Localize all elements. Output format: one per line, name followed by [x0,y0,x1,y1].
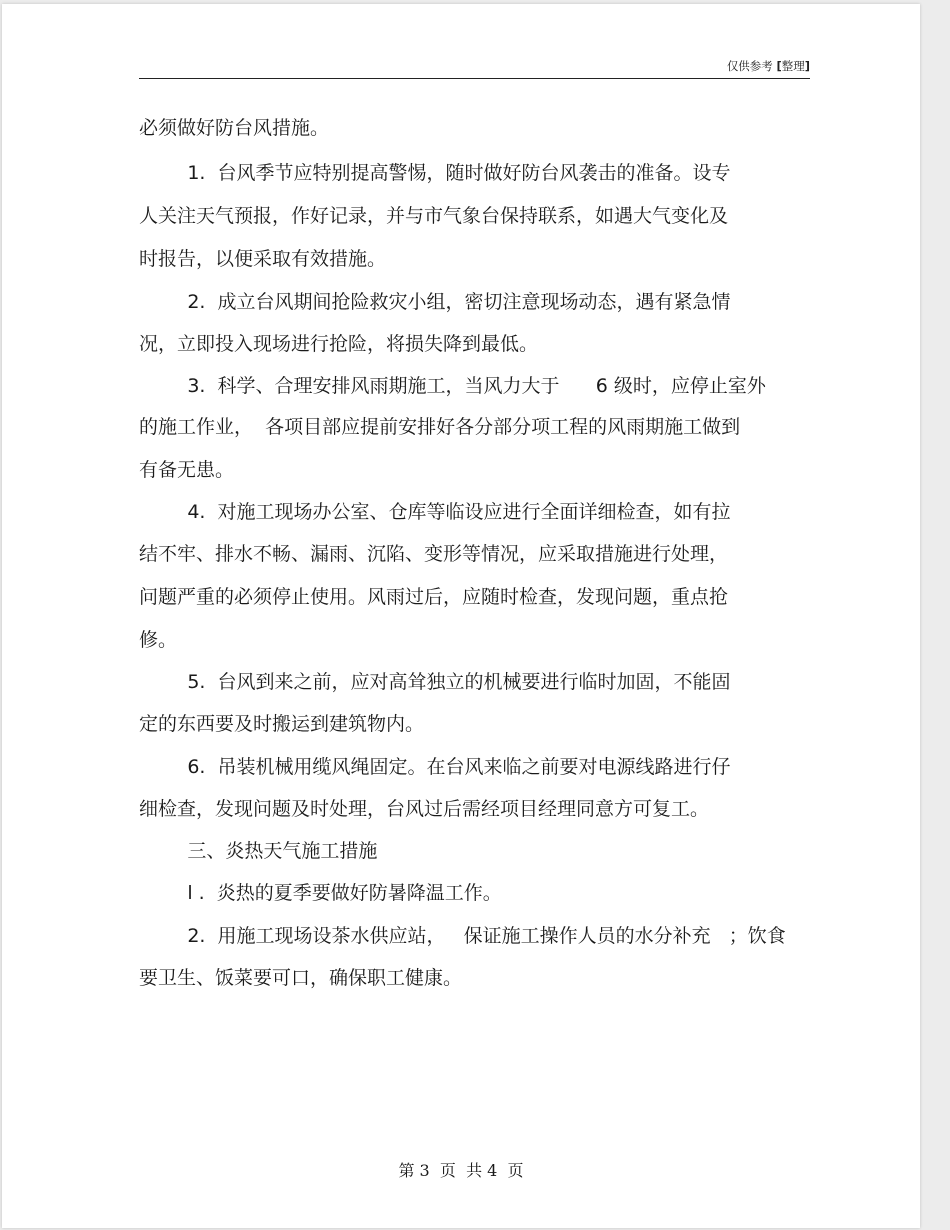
header-prefix: 仅供参考 [726,59,777,73]
body-line: 问题严重的必须停止使用。风雨过后，应随时检查，发现问题，重点抢 [139,586,729,608]
body-line: l . 炎热的夏季要做好防暑降温工作。 [139,882,502,904]
body-line: 修。 [139,629,178,651]
header-bracket-open: [ [776,59,782,73]
body-line: 要卫生、饭菜要可口，确保职工健康。 [139,967,463,989]
body-line: 4. 对施工现场办公室、仓库等临设应进行全面详细检查，如有拉 [139,501,731,523]
body-line: 时报告，以便采取有效措施。 [139,248,387,270]
body-line: 定的东西要及时搬运到建筑物内。 [139,713,425,735]
body-line: 5. 台风到来之前，应对高耸独立的机械要进行临时加固，不能固 [139,671,731,693]
body-line: 的施工作业， 各项目部应提前安排好各分部分项工程的风雨期施工做到 [139,416,741,438]
page-header [727,58,810,74]
page-footer: 第 3 页 共 4 页 [398,1161,524,1180]
body-line: 必须做好防台风措施。 [139,117,330,139]
body-line: 细检查，发现问题及时处理，台风过后需经项目经理同意方可复工。 [139,798,710,820]
body-line: 三、炎热天气施工措施 [139,840,378,862]
document-page [2,4,920,1228]
body-line: 人关注天气预报，作好记录，并与市气象台保持联系，如遇大气变化及 [139,205,729,227]
body-line: 2. 成立台风期间抢险救灾小组，密切注意现场动态，遇有紧急情 [139,291,731,313]
body-line: 2. 用施工现场设茶水供应站， 保证施工操作人员的水分补充 ；饮食 [139,925,786,947]
body-line: 况，立即投入现场进行抢险，将损失降到最低。 [139,333,539,355]
header-rule [139,78,810,79]
body-line: 有备无患。 [139,459,235,481]
body-line: 1. 台风季节应特别提高警惕，随时做好防台风袭击的准备。设专 [139,162,731,184]
body-line: 3. 科学、合理安排风雨期施工，当风力大于 6 级时，应停止室外 [139,375,766,397]
body-line: 6. 吊装机械用缆风绳固定。在台风来临之前要对电源线路进行仔 [139,756,731,778]
body-line: 结不牢、排水不畅、漏雨、沉陷、变形等情况，应采取措施进行处理， [139,543,729,565]
header-bracket-close: ] [804,59,810,73]
header-label: 整理 [781,59,805,73]
